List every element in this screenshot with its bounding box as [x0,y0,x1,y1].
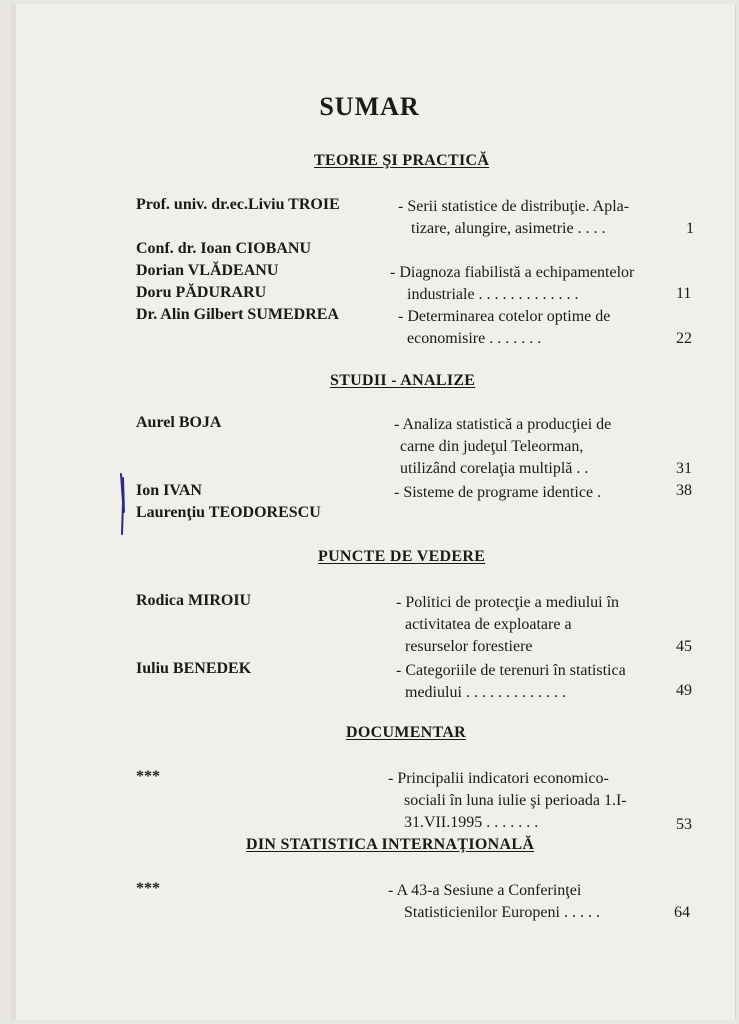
entry-line: - Diagnoza fiabilistă a echipamentelor [390,264,635,281]
page-number: 53 [676,816,692,833]
toc-entry [396,660,626,704]
toc-entry [390,262,634,306]
toc-entry [394,482,601,504]
author-name: Rodica MIROIU [136,592,252,609]
page-number: 38 [676,482,692,499]
author-name: Aurel BOJA [136,414,222,431]
entry-line: - A 43-a Sesiune a Conferinţei [388,882,582,899]
entry-line: sociali în luna iulie şi perioada 1.I- [404,792,627,809]
page-number: 64 [674,904,690,921]
entry-line: activitatea de exploatare a [405,616,572,633]
page-number: 1 [686,220,694,237]
entry-line: - Determinarea cotelor optime de [398,308,611,325]
author-name: *** [136,880,160,897]
author-name: Iuliu BENEDEK [136,660,252,677]
section-heading: TEORIE ŞI PRACTICĂ [314,152,490,169]
author-name: Dr. Alin Gilbert SUMEDREA [136,306,339,323]
toc-entry [388,768,627,834]
entry-line: - Serii statistice de distribuţie. Apla- [398,198,630,215]
entry-line: - Sisteme de programe identice . [394,484,602,501]
page-number: 11 [676,285,692,302]
section-heading: DIN STATISTICA INTERNAŢIONALĂ [246,836,535,853]
author-name: Conf. dr. Ioan CIOBANU [136,240,311,257]
toc-entry [388,880,600,924]
toc-entry [396,592,619,658]
pen-mark [118,472,126,536]
page-edge [10,4,16,1020]
section-heading: DOCUMENTAR [346,724,467,741]
entry-line: tizare, alungire, asimetrie . . . . [411,220,606,237]
entry-line: - Principalii indicatori economico- [388,770,609,787]
entry-line: - Politici de protecţie a mediului în [396,594,620,611]
page-number: 49 [676,682,692,699]
entry-line: resurselor forestiere [405,638,533,655]
page-number: 45 [676,638,692,655]
page-number: 31 [676,460,692,477]
entry-line: - Categoriile de terenuri în statistica [396,662,626,679]
entry-line: economisire . . . . . . . [407,330,542,347]
author-name: Dorian VLĂDEANU [136,262,279,279]
toc-entry [398,196,629,240]
entry-line: carne din judeţul Teleorman, [400,438,584,455]
author-name: *** [136,768,160,785]
author-name: Prof. univ. dr.ec.Liviu TROIE [136,196,340,213]
entry-line: - Analiza statistică a producţiei de [394,416,612,433]
entry-line: utilizând corelaţia multiplă . . [400,460,589,477]
author-name: Laurenţiu TEODORESCU [136,504,321,521]
entry-line: industriale . . . . . . . . . . . . . [407,286,579,303]
toc-entry [394,414,611,480]
toc-entry [398,306,610,350]
page-number: 22 [676,330,692,347]
section-heading: STUDII - ANALIZE [330,372,476,389]
section-heading: PUNCTE DE VEDERE [318,548,486,565]
entry-line: 31.VII.1995 . . . . . . . [404,814,539,831]
entry-line: mediului . . . . . . . . . . . . . [405,684,566,701]
entry-line: Statisticienilor Europeni . . . . . [404,904,600,921]
author-name: Ion IVAN [136,482,202,499]
author-name: Doru PĂDURARU [136,284,267,301]
page-title: SUMAR [319,92,420,121]
